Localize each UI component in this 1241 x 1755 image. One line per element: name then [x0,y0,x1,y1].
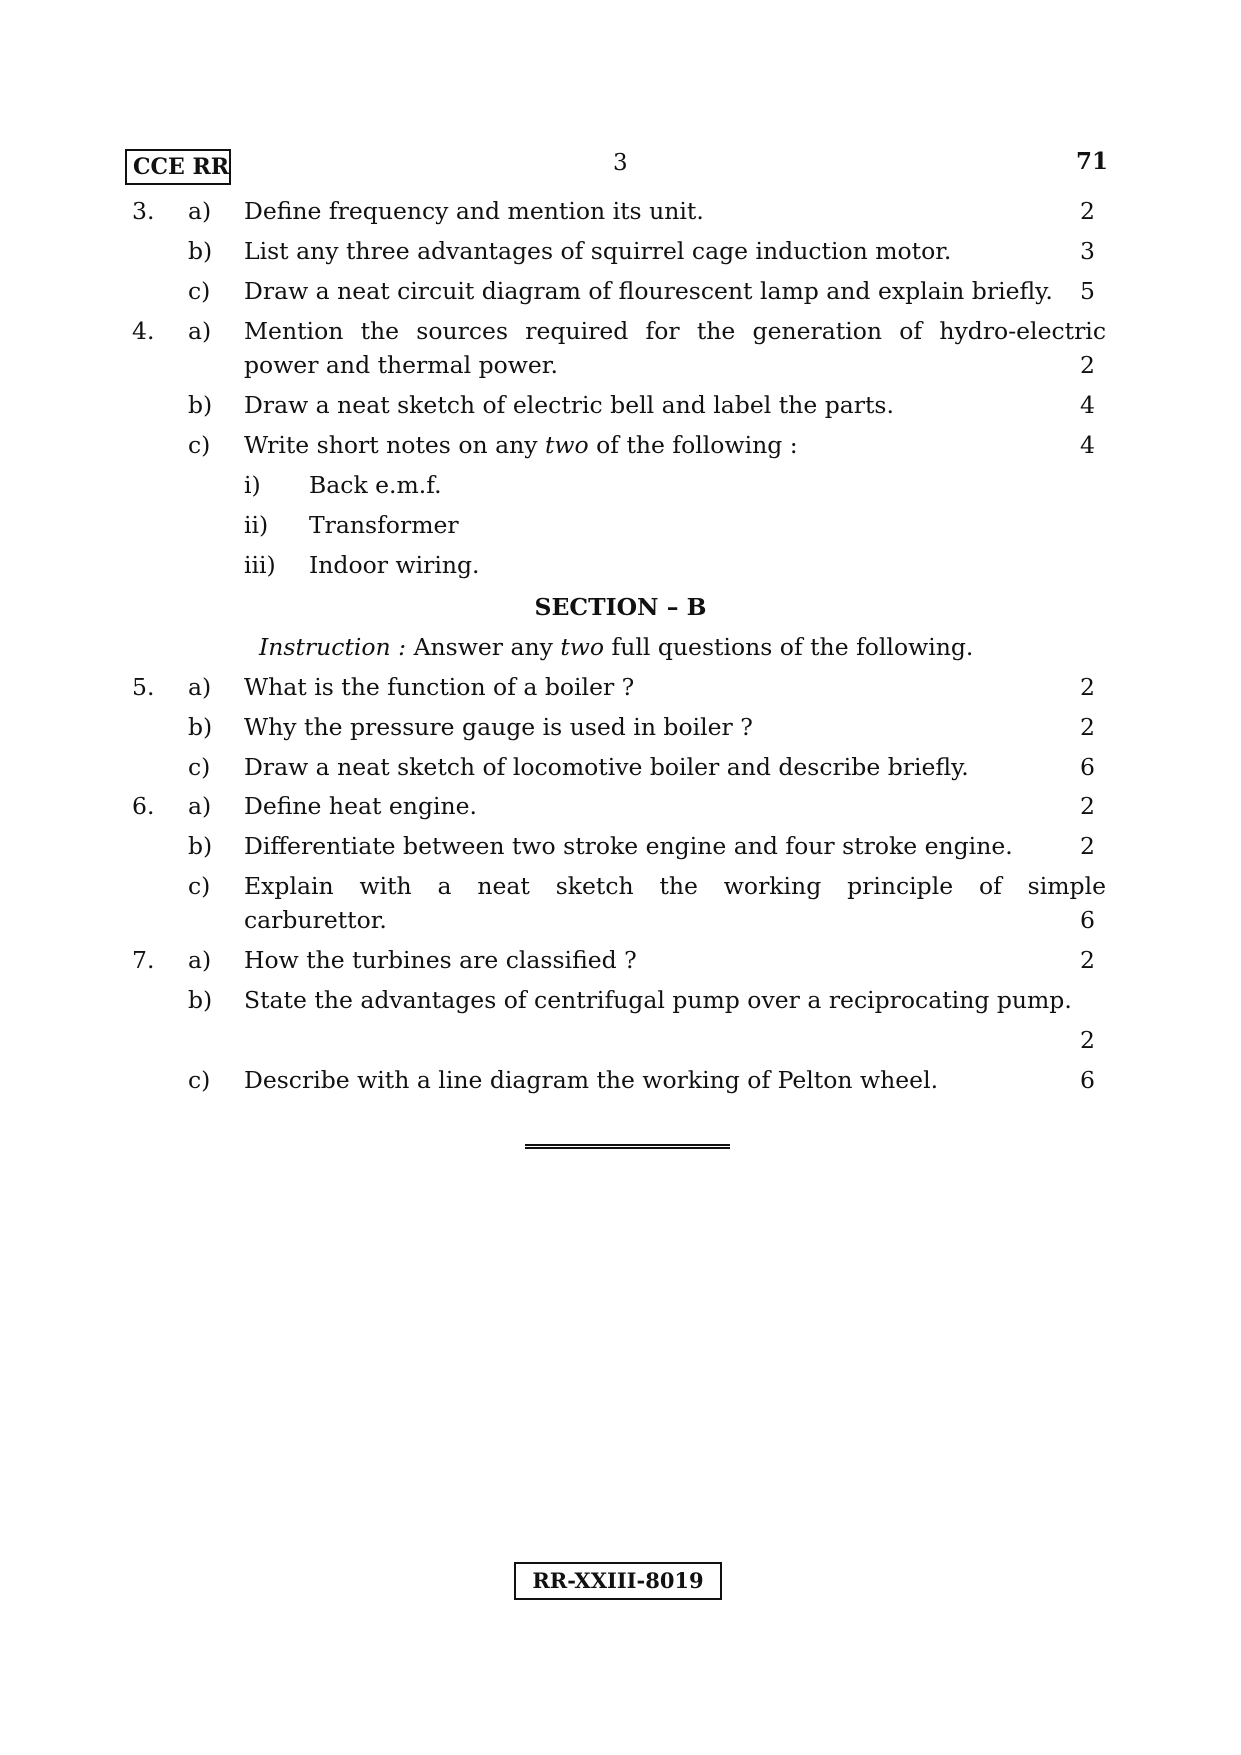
part-label: c) [188,753,211,781]
sub-item-text: Indoor wiring. [309,551,480,579]
part-label: b) [188,237,213,265]
marks: 4 [1080,391,1095,419]
question-text-continued: carburettor. [244,906,387,934]
page-number: 3 [613,150,628,176]
marks: 2 [1080,792,1095,820]
sub-item-text: Transformer [309,511,459,539]
question-text: Draw a neat sketch of locomotive boiler and describe briefly. [244,753,969,781]
section-instruction: Instruction : Answer any two full questions of the following. [259,633,974,661]
part-label: a) [188,792,212,820]
question-text: What is the function of a boiler ? [244,673,635,701]
section-title: SECTION – B [534,593,707,621]
sub-item-number: iii) [244,551,276,579]
part-label: b) [188,391,213,419]
marks: 4 [1080,431,1095,459]
marks: 6 [1080,906,1095,934]
question-text: Differentiate between two stroke engine and four stroke engine. [244,832,1013,860]
part-label: a) [188,197,212,225]
question-number: 5. [132,673,155,701]
footer-code-box: RR-XXIII-8019 [514,1562,722,1600]
sub-item-number: ii) [244,511,269,539]
marks: 2 [1080,351,1095,379]
marks: 2 [1080,713,1095,741]
question-number: 4. [132,317,155,345]
question-text: Describe with a line diagram the working of Pelton wheel. [244,1066,939,1094]
part-label: c) [188,872,211,900]
part-label: b) [188,832,213,860]
question-text: Define heat engine. [244,792,478,820]
paper-number: 71 [1076,148,1109,175]
part-label: c) [188,277,211,305]
marks: 5 [1080,277,1095,305]
sub-item-text: Back e.m.f. [309,471,442,499]
part-label: b) [188,713,213,741]
part-label: a) [188,317,212,345]
part-label: a) [188,946,212,974]
part-label: b) [188,986,213,1014]
marks: 2 [1080,673,1095,701]
marks: 2 [1080,946,1095,974]
marks: 2 [1080,197,1095,225]
sub-item-number: i) [244,471,261,499]
question-text: Draw a neat circuit diagram of flourescent lamp and explain briefly. [244,277,1053,305]
marks: 2 [1080,1026,1095,1054]
question-text: Write short notes on any two of the following : [244,431,798,459]
question-text: Draw a neat sketch of electric bell and label the parts. [244,391,894,419]
question-number: 6. [132,792,155,820]
question-text: Define frequency and mention its unit. [244,197,704,225]
question-text: List any three advantages of squirrel cage induction motor. [244,237,952,265]
part-label: a) [188,673,212,701]
marks: 6 [1080,1066,1095,1094]
marks: 2 [1080,832,1095,860]
end-double-rule [525,1144,730,1149]
part-label: c) [188,431,211,459]
question-number: 7. [132,946,155,974]
part-label: c) [188,1066,211,1094]
marks: 6 [1080,753,1095,781]
question-text: Why the pressure gauge is used in boiler ? [244,713,753,741]
question-number: 3. [132,197,155,225]
question-text-continued: power and thermal power. [244,351,558,379]
question-text: How the turbines are classified ? [244,946,637,974]
question-text: State the advantages of centrifugal pump over a reciprocating pump. [244,986,1072,1014]
header-code-box: CCE RR [125,149,231,185]
question-text: Explain with a neat sketch the working principle of simple [244,872,1106,900]
question-text: Mention the sources required for the generation of hydro-electric [244,317,1106,345]
marks: 3 [1080,237,1095,265]
